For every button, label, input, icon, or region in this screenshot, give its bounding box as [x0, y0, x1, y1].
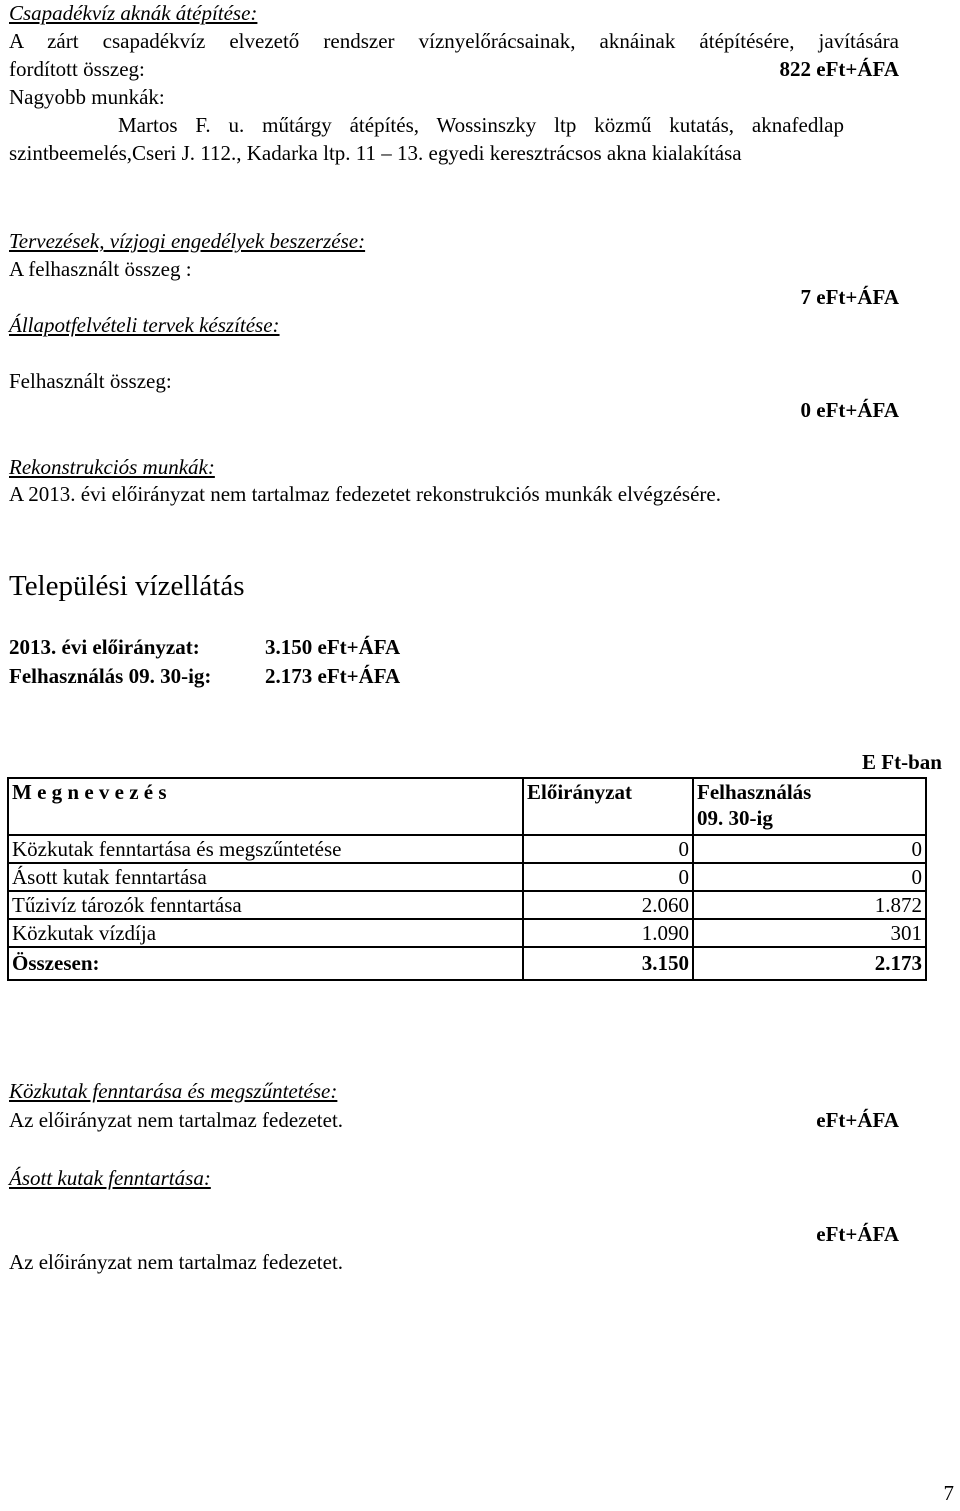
column-header-usage-line2: 09. 30-ig	[697, 806, 773, 830]
row-usage: 0	[693, 835, 926, 863]
total-name: Összesen:	[8, 947, 523, 980]
reconstruction-text: A 2013. évi előirányzat nem tartalmaz fedezetet rekonstrukciós munkák elvégzésére.	[9, 482, 721, 506]
row-name: Tűzivíz tározók fenntartása	[8, 891, 523, 919]
row-name: Közkutak fenntartása és megszűntetése	[8, 835, 523, 863]
section-title-water-supply: Települési vízellátás	[9, 570, 245, 602]
table-row	[8, 891, 926, 919]
major-works-line: Martos F. u. műtárgy átépítés, Wossinszky ltp közmű kutatás, aknafedlap	[118, 113, 844, 137]
section-heading-stormwater-shafts: Csapadékvíz aknák átépítése:	[9, 1, 258, 25]
public-wells-text: Az előirányzat nem tartalmaz fedezetet.	[9, 1108, 344, 1132]
section-heading-public-wells: Közkutak fenntarása és megszűntetése:	[9, 1079, 338, 1103]
section-heading-dug-wells: Ásott kutak fenntartása:	[9, 1166, 211, 1190]
row-budget: 0	[523, 863, 693, 891]
total-usage: 2.173	[693, 947, 926, 980]
column-header-usage-line1: Felhasználás	[697, 780, 812, 804]
row-budget: 1.090	[523, 919, 693, 947]
budget-label: 2013. évi előirányzat:	[9, 635, 200, 659]
total-budget: 3.150	[523, 947, 693, 980]
section-heading-planning: Tervezések, vízjogi engedélyek beszerzése:	[9, 229, 366, 253]
water-supply-table	[7, 777, 927, 981]
column-header-usage	[693, 778, 926, 835]
table-header-row	[8, 778, 926, 835]
row-budget: 0	[523, 835, 693, 863]
row-budget: 2.060	[523, 891, 693, 919]
public-wells-amount: eFt+ÁFA	[816, 1108, 899, 1132]
usage-label: Felhasználás 09. 30-ig:	[9, 664, 212, 688]
budget-value: 3.150 eFt+ÁFA	[265, 635, 401, 659]
section-heading-survey-plans: Állapotfelvételi tervek készítése:	[9, 313, 280, 337]
column-header-name: M e g n e v e z é s	[8, 778, 523, 835]
stormwater-description-line: A zárt csapadékvíz elvezető rendszer víznyelőrácsainak, aknáinak átépítésére, javítására	[9, 29, 899, 53]
row-name: Közkutak vízdíja	[8, 919, 523, 947]
spent-amount-label: fordított összeg:	[9, 57, 145, 81]
unit-note: E Ft-ban	[862, 750, 942, 774]
row-usage: 1.872	[693, 891, 926, 919]
row-usage: 0	[693, 863, 926, 891]
page-number: 7	[943, 1481, 954, 1505]
table-row	[8, 863, 926, 891]
dug-wells-text: Az előirányzat nem tartalmaz fedezetet.	[9, 1250, 344, 1274]
table-row	[8, 919, 926, 947]
section-heading-reconstruction: Rekonstrukciós munkák:	[9, 455, 215, 479]
spent-amount-value: 822 eFt+ÁFA	[779, 57, 899, 81]
used-amount-label: A felhasznált összeg :	[9, 257, 192, 281]
usage-value: 2.173 eFt+ÁFA	[265, 664, 401, 688]
survey-used-value: 0 eFt+ÁFA	[800, 398, 899, 422]
column-header-budget: Előirányzat	[523, 778, 693, 835]
row-name: Ásott kutak fenntartása	[8, 863, 523, 891]
used-amount-value: 7 eFt+ÁFA	[800, 285, 899, 309]
major-works-label: Nagyobb munkák:	[9, 85, 165, 109]
survey-used-label: Felhasznált összeg:	[9, 369, 172, 393]
major-works-line: szintbeemelés,Cseri J. 112., Kadarka ltp. 11 – 13. egyedi keresztrácsos akna kialakítása	[9, 141, 742, 165]
row-usage: 301	[693, 919, 926, 947]
table-total-row	[8, 947, 926, 980]
dug-wells-amount: eFt+ÁFA	[816, 1222, 899, 1246]
table-row	[8, 835, 926, 863]
